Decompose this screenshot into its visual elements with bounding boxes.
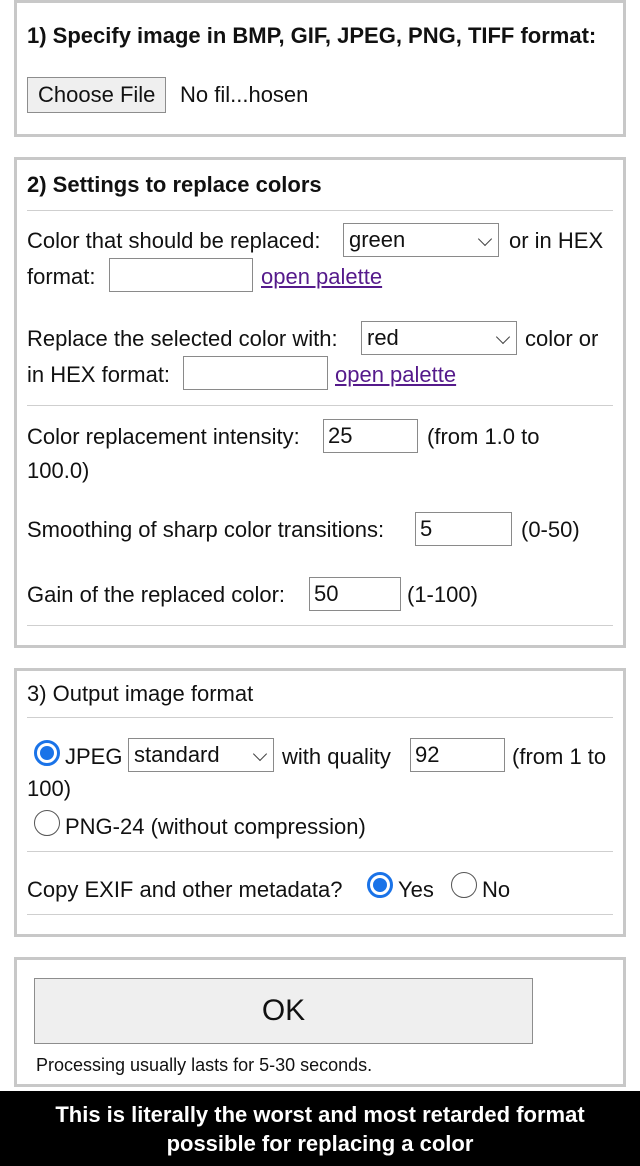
intensity-range-text-cont: 100.0) xyxy=(27,458,90,483)
exif-yes-label: Yes xyxy=(398,877,434,902)
output-format-panel xyxy=(14,668,626,937)
intensity-range-text: (from 1.0 to xyxy=(427,424,540,449)
replace-color-select[interactable] xyxy=(343,223,499,257)
quality-range-text-cont: 100) xyxy=(27,776,72,801)
with-hex-label-cont: in HEX format: xyxy=(27,362,171,387)
choose-file-button[interactable]: Choose File xyxy=(27,77,166,113)
intensity-label: Color replacement intensity: xyxy=(27,424,300,449)
section-title-output: 3) Output image format xyxy=(27,681,254,706)
divider xyxy=(27,851,613,852)
caption-line-1: This is literally the worst and most retarded format xyxy=(55,1102,585,1127)
jpeg-mode-select-value: standard xyxy=(134,742,220,767)
file-status-text: No fil...hosen xyxy=(180,82,309,107)
chevron-down-icon xyxy=(478,232,492,246)
quality-label: with quality xyxy=(282,744,391,769)
smoothing-input[interactable]: 5 xyxy=(415,512,512,546)
chevron-down-icon xyxy=(496,330,510,344)
replace-with-label: Replace the selected color with: xyxy=(27,326,338,351)
divider xyxy=(27,625,613,626)
smoothing-label: Smoothing of sharp color transitions: xyxy=(27,517,385,542)
section-title-upload: 1) Specify image in BMP, GIF, JPEG, PNG, TIFF format: xyxy=(27,23,597,48)
quality-input[interactable]: 92 xyxy=(410,738,505,772)
replace-hex-input[interactable] xyxy=(109,258,253,292)
jpeg-mode-select[interactable] xyxy=(128,738,274,772)
with-hex-label: color or xyxy=(525,326,599,351)
replace-with-select[interactable] xyxy=(361,321,517,355)
upload-panel xyxy=(14,0,626,137)
png-radio[interactable] xyxy=(34,810,60,836)
exif-label: Copy EXIF and other metadata? xyxy=(27,877,343,902)
meme-caption xyxy=(0,1091,640,1166)
exif-no-radio[interactable] xyxy=(451,872,477,898)
intensity-input[interactable]: 25 xyxy=(323,419,418,453)
with-hex-input[interactable] xyxy=(183,356,328,390)
gain-input[interactable]: 50 xyxy=(309,577,401,611)
quality-range-text: (from 1 to xyxy=(512,744,607,769)
jpeg-label: JPEG xyxy=(65,744,123,769)
caption-line-2: possible for replacing a color xyxy=(166,1131,474,1156)
exif-no-label: No xyxy=(482,877,511,902)
exif-yes-radio[interactable] xyxy=(367,872,393,898)
jpeg-radio[interactable] xyxy=(34,740,60,766)
replace-settings-panel xyxy=(14,157,626,648)
gain-range-text: (1-100) xyxy=(407,582,478,607)
open-palette-link-1[interactable]: open palette xyxy=(261,264,383,289)
replace-hex-label: or in HEX xyxy=(509,228,604,253)
png-label: PNG-24 (without compression) xyxy=(65,814,366,839)
divider xyxy=(27,717,613,718)
ok-button[interactable]: OK xyxy=(34,978,533,1044)
replace-hex-label-cont: format: xyxy=(27,264,96,289)
divider xyxy=(27,914,613,915)
section-title-settings: 2) Settings to replace colors xyxy=(27,172,322,197)
divider xyxy=(27,405,613,406)
divider xyxy=(27,210,613,211)
replace-with-select-value: red xyxy=(367,325,399,350)
replace-color-select-value: green xyxy=(349,227,406,252)
smoothing-range-text: (0-50) xyxy=(521,517,580,542)
replace-color-label: Color that should be replaced: xyxy=(27,228,321,253)
open-palette-link-2[interactable]: open palette xyxy=(335,362,457,387)
processing-note: Processing usually lasts for 5-30 seconds. xyxy=(36,1055,373,1075)
submit-panel xyxy=(14,957,626,1087)
gain-label: Gain of the replaced color: xyxy=(27,582,286,607)
chevron-down-icon xyxy=(253,747,267,761)
